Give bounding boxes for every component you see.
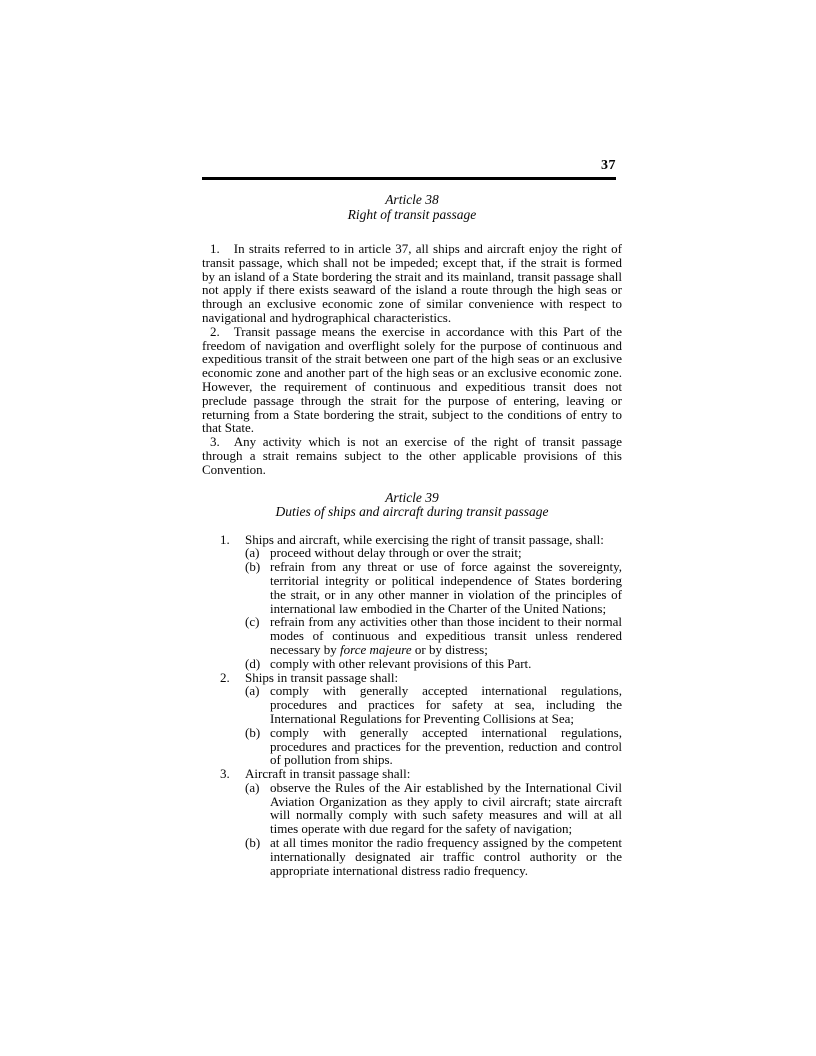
article-38-title: Article 38 [385, 192, 439, 207]
list-subitem-1b [245, 560, 622, 615]
clause-label: (a) [245, 779, 260, 795]
clause-label: (a) [245, 683, 260, 699]
article-38-paragraphs [202, 242, 622, 477]
list-subitem-3a [245, 781, 622, 836]
clause-label: (b) [245, 835, 261, 851]
list-item-number: 2. [220, 669, 230, 685]
clause-label: (b) [245, 724, 261, 740]
article-38-paragraph-3 [202, 435, 622, 476]
list-item-number: 1. [220, 531, 230, 547]
header-rule [202, 177, 616, 180]
list-item-text: Ships in transit passage shall: [245, 669, 399, 685]
clause-text [270, 781, 622, 836]
list-subitem-2a [245, 684, 622, 725]
page-content [202, 158, 622, 877]
list-subitem-1c [245, 615, 622, 656]
list-subitem-2b [245, 726, 622, 767]
clause-label: (a) [245, 545, 260, 561]
clause-text-pre: comply with generally accepted international regulations, procedures and practices for the prevention, reduction and control of pollution from ships. [270, 724, 622, 768]
article-39-subtitle: Duties of ships and aircraft during transit passage [275, 504, 549, 520]
clause-text [270, 726, 622, 767]
clause-text [270, 546, 622, 560]
clause-text [270, 684, 622, 725]
clause-text-pre: proceed without delay through or over the strait; [270, 545, 522, 561]
paragraph-text: Any activity which is not an exercise of the right of transit passage through a strait remains subject to the other applicable provisions of this Convention. [202, 434, 622, 477]
list-item-text: Aircraft in transit passage shall: [245, 766, 411, 782]
list-item-3 [202, 767, 622, 877]
list-item-2 [202, 671, 622, 768]
list-item-1 [202, 533, 622, 671]
clause-label: (d) [245, 655, 261, 671]
list-item-text: Ships and aircraft, while exercising the right of transit passage, shall: [245, 531, 604, 547]
article-39-section [202, 491, 622, 878]
clause-text-pre: comply with generally accepted international regulations, procedures and practices for safety at sea, including the International Regulations for Preventing Collisions at Sea; [270, 683, 622, 726]
paragraph-number: 2. [210, 323, 220, 339]
clause-text [270, 615, 622, 656]
list-subitem-3b [245, 836, 622, 877]
clause-label: (b) [245, 559, 261, 575]
article-39-title: Article 39 [385, 489, 439, 505]
list-subitem-1a [245, 546, 622, 560]
clause-text [270, 836, 622, 877]
clause-text-pre: observe the Rules of the Air established by the International Civil Aviation Organization as they apply to civil aircraft; state aircraft will normally comply with such safety measures and will at all times operate with due regard for the safety of navigation; [270, 779, 622, 837]
article-38-section [202, 193, 622, 477]
clause-text-pre: refrain from any activities other than those incident to their normal modes of continuous and expeditious transit unless rendered necessary by [270, 614, 622, 657]
paragraph-number: 3. [210, 434, 220, 450]
clause-text-pre: comply with other relevant provisions of this Part. [270, 655, 532, 671]
clause-text-pre: at all times monitor the radio frequency assigned by the competent internationally designated air traffic control authority or the appropriate international distress radio frequency. [270, 835, 622, 878]
list-subitem-1d [245, 657, 622, 671]
article-39-list [202, 533, 622, 878]
clause-text-post: or by distress; [411, 641, 488, 657]
article-38-paragraph-1 [202, 242, 622, 325]
clause-text [270, 657, 622, 671]
article-38-paragraph-2 [202, 325, 622, 435]
paragraph-text: Transit passage means the exercise in accordance with this Part of the freedom of navigation and overflight solely for the purpose of continuous and expeditious transit of the strait between one part of the high seas or an exclusive economic zone and another part of the high seas or an exclusive economic zone. However, the requirement of continuous and expeditious transit does not preclude passage through the strait for the purpose of entering, leaving or returning from a State bordering the strait, subject to the conditions of entry to that State. [202, 323, 622, 436]
clause-text [270, 560, 622, 615]
clause-label: (c) [245, 614, 260, 630]
paragraph-number: 1. [210, 241, 220, 256]
clause-text-italic: force majeure [340, 641, 412, 657]
article-38-subtitle: Right of transit passage [347, 206, 477, 222]
paragraph-text: In straits referred to in article 37, all ships and aircraft enjoy the right of transit passage, which shall not be impeded; except that, if the strait is formed by an island of a State bordering the strait and its mainland, transit passage shall not apply if there exists seaward of the island a route through the high seas or through an exclusive economic zone of similar convenience with respect to navigational and hydrographical characteristics. [202, 241, 622, 325]
clause-text-pre: refrain from any threat or use of force against the sovereignty, territorial integrity or political independence of States bordering the strait, or in any other manner in violation of the principles of international law embodied in the Charter of the United Nations; [270, 559, 622, 616]
page-number: 37 [601, 158, 616, 173]
list-item-number: 3. [220, 766, 230, 782]
page-header [202, 158, 616, 174]
